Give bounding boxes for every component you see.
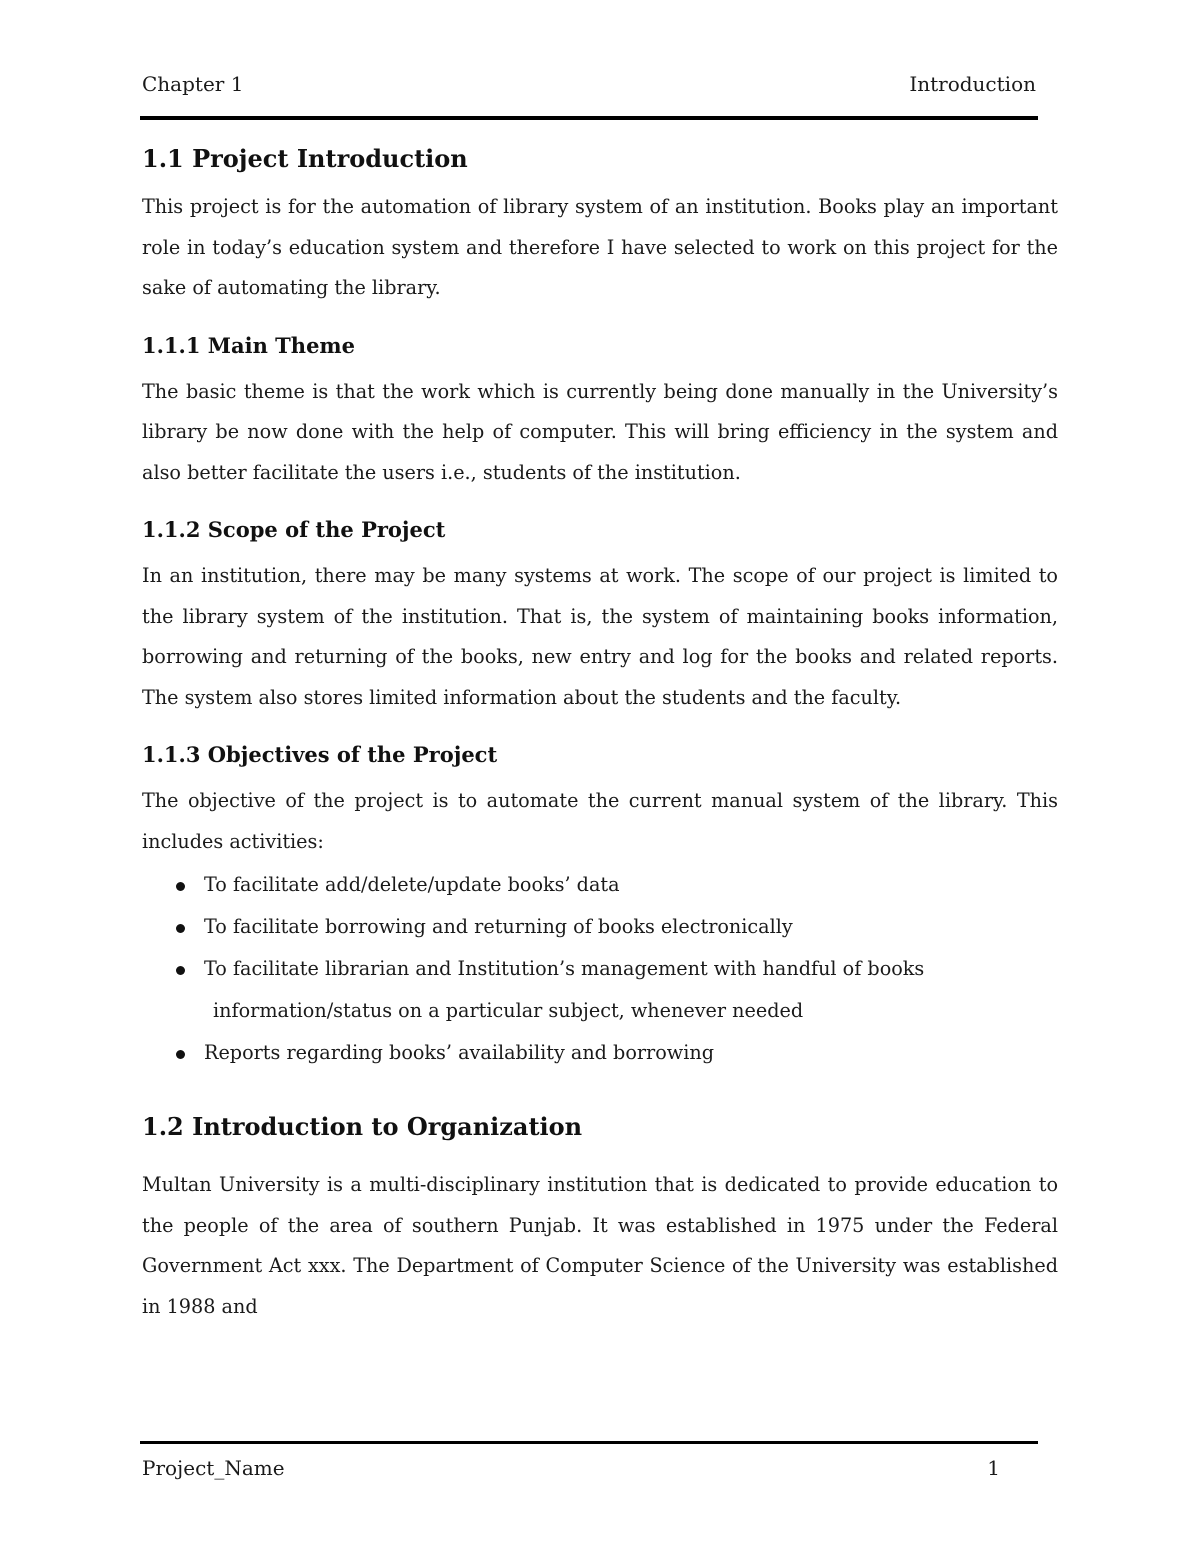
paragraph-organization: Multan University is a multi-disciplinary institution that is dedicated to provide education to the people of the area of southern Punjab. It was established in 1975 under the Federal Government Act xxx. The Department of Computer Science of the University was established in 1988 and [142,1173,1058,1318]
list-item-continuation: information/status on a particular subject, whenever needed [213,999,804,1022]
list-item-text: Reports regarding books’ availability and borrowing [204,1041,714,1064]
objectives-list [142,864,1058,1074]
bullet-icon [176,882,185,891]
paragraph-main-theme: The basic theme is that the work which is currently being done manually in the University’s library be now done with the help of computer. This will bring efficiency in the system and also better facilitate the users i.e., students of the institution. [142,379,1058,484]
header-rule [140,116,1038,120]
list-item [142,906,1058,948]
bullet-icon [176,924,185,933]
page-header [142,72,1036,102]
subsection-heading-objectives: 1.1.3 Objectives of the Project [142,742,498,767]
list-item-text: To facilitate librarian and Institution’s management with handful of books [204,957,925,980]
section-heading-project-introduction: 1.1 Project Introduction [142,144,468,173]
list-item-text: To facilitate borrowing and returning of books electronically [204,915,793,938]
paragraph-scope: In an institution, there may be many systems at work. The scope of our project is limited to the library system of the institution. That is, the system of maintaining books information, borrowing and returning of the books, new entry and log for the books and related reports. The system also stores limited information about the students and the faculty. [142,564,1058,709]
subsection-heading-scope: 1.1.2 Scope of the Project [142,517,446,542]
page-content [142,140,1058,1327]
bullet-icon [176,1050,185,1059]
section-heading-organization: 1.2 Introduction to Organization [142,1112,583,1141]
footer-rule [140,1441,1038,1444]
footer-project-name: Project_Name [142,1456,285,1480]
list-item-text: To facilitate add/delete/update books’ data [204,873,620,896]
paragraph-project-introduction: This project is for the automation of library system of an institution. Books play an important role in today’s education system and therefore I have selected to work on this project for the sake of automating the library. [142,195,1058,299]
page-number: 1 [987,1456,1000,1480]
list-item [142,1032,1058,1074]
subsection-heading-main-theme: 1.1.1 Main Theme [142,332,356,358]
bullet-icon [176,966,185,975]
list-item [142,948,1058,1032]
list-item [142,864,1058,906]
header-title: Introduction [909,72,1036,96]
header-chapter: Chapter 1 [142,72,244,96]
paragraph-objectives: The objective of the project is to automate the current manual system of the library. This includes activities: [142,789,1058,853]
